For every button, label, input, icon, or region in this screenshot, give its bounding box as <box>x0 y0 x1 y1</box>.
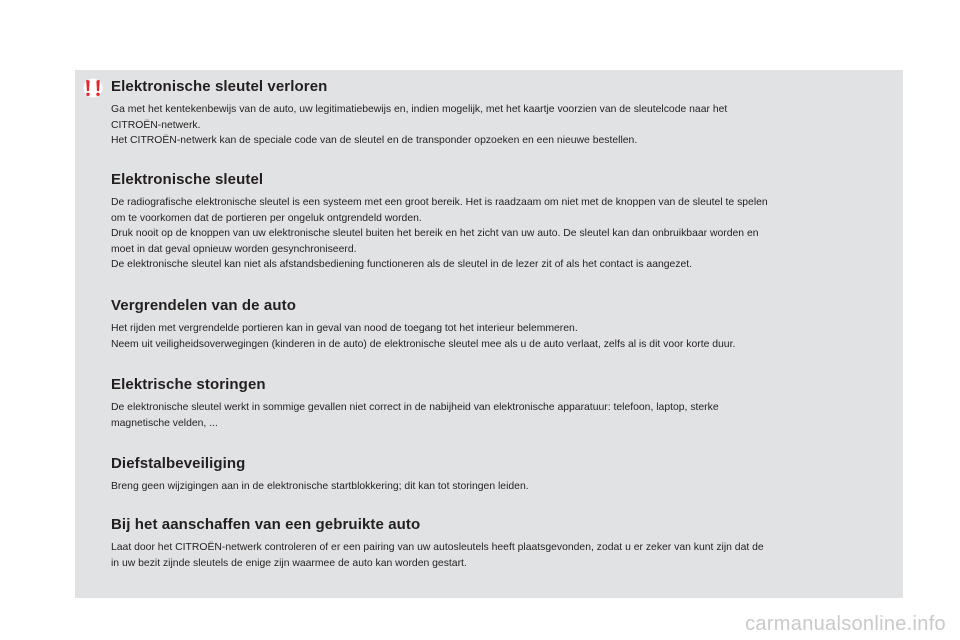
section-body: Breng geen wijzigingen aan in de elektronische startblokkering; dit kan tot storingen leiden. <box>111 481 529 492</box>
section-electronic-key <box>111 171 891 273</box>
section-title: Bij het aanschaffen van een gebruikte auto <box>111 516 421 533</box>
watermark: carmanualsonline.info <box>745 613 946 635</box>
section-body: Laat door het CITROËN-netwerk controleren of er een pairing van uw autosleutels heeft plaatsgevonden, zodat u er zeker van kunt zijn dat de in uw bezit zijnde sleutels de enige zijn waarmee de auto kan worden gestart. <box>111 542 764 569</box>
section-anti-theft <box>111 455 891 495</box>
section-body: Ga met het kentekenbewijs van de auto, uw legitimatiebewijs en, indien mogelijk, met het kaartje voorzien van de sleutelcode naar het CITROËN-netwerk. Het CITROËN-netwerk kan de speciale code van de sleutel en de transponder opzoeken en een nieuwe bestellen. <box>111 104 728 147</box>
section-lost-key <box>111 78 891 149</box>
section-title: Elektronische sleutel verloren <box>111 78 328 95</box>
section-title: Vergrendelen van de auto <box>111 297 296 314</box>
section-body: Het rijden met vergrendelde portieren kan in geval van nood de toegang tot het interieur belemmeren. Neem uit veiligheidsoverwegingen (kinderen in de auto) de elektronische sleutel mee als u de auto verlaat, zelfs al is dit voor korte duur. <box>111 323 736 350</box>
section-body: De elektronische sleutel werkt in sommige gevallen niet correct in de nabijheid van elektronische apparatuur: telefoon, laptop, sterke magnetische velden, ... <box>111 402 719 429</box>
section-electrical-interference <box>111 376 891 431</box>
section-title: Elektronische sleutel <box>111 171 264 188</box>
section-body: De radiografische elektronische sleutel is een systeem met een groot bereik. Het is raadzaam om niet met de knoppen van de sleutel te spelen om te voorkomen dat de portieren per ongeluk ontgrendeld worden. Druk nooit op de knoppen van uw elektronische sleutel buiten het bereik en het zicht van uw auto. De sleutel kan dan onbruikbaar worden en moet in dat geval opnieuw worden gesynchroniseerd. De elektronische sleutel kan niet als afstandsbediening functioneren als de sleutel in de lezer zit of als het contact is aangezet. <box>111 197 768 271</box>
section-title: Diefstalbeveiliging <box>111 455 246 472</box>
section-title: Elektrische storingen <box>111 376 266 393</box>
section-used-car <box>111 516 891 571</box>
warning-exclamation-icon <box>82 78 104 98</box>
section-locking <box>111 297 891 352</box>
